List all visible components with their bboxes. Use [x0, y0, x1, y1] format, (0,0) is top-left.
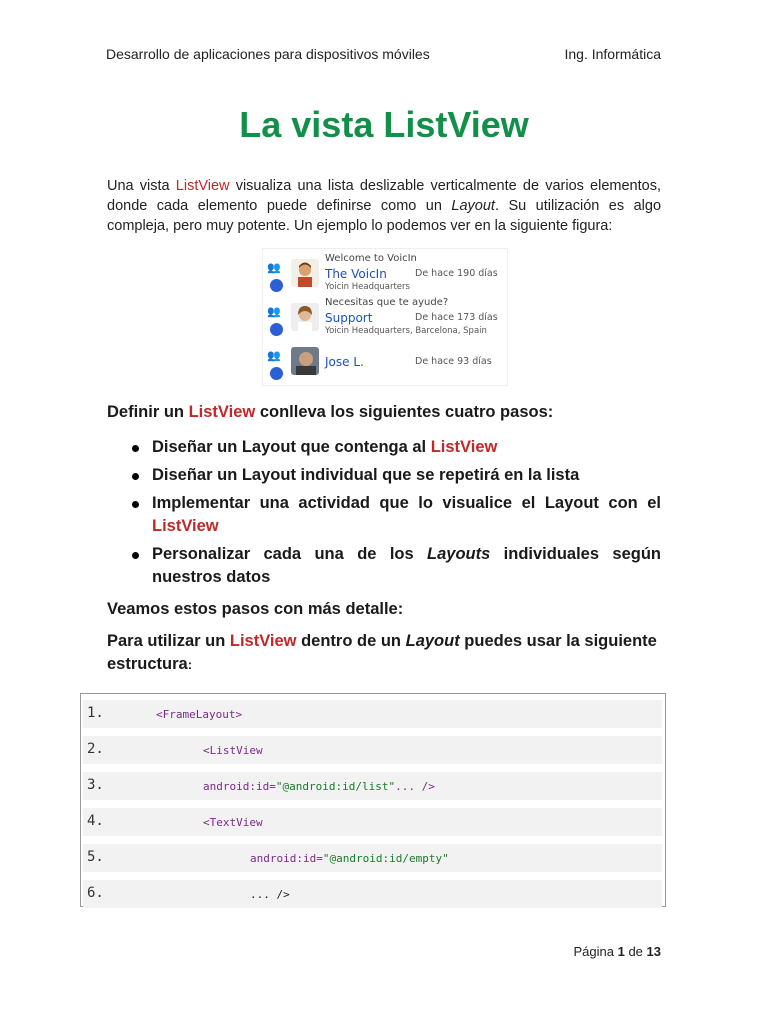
- steps-intro: [107, 401, 661, 424]
- usage-paragraph: [107, 630, 661, 676]
- step-4-text-2: individuales según nuestros datos: [152, 545, 661, 586]
- footer-of: de: [624, 944, 647, 959]
- code-string: "@android:id/list": [275, 780, 396, 793]
- intro-text-1: Una vista: [107, 178, 176, 194]
- avatar-image: [291, 303, 319, 331]
- footer-page-total: 13: [646, 944, 661, 959]
- figure-item-age: De hace 93 días: [415, 356, 492, 367]
- line-number: 1.: [87, 705, 104, 721]
- list-item: [107, 436, 661, 459]
- code-line: [83, 808, 662, 836]
- status-dot-icon: [270, 367, 283, 380]
- figure-item-location: Yoicin Headquarters, Barcelona, Spain: [325, 326, 487, 336]
- intro-listview-term: ListView: [175, 178, 230, 194]
- code-attribute: android:id=: [250, 852, 323, 865]
- usage-listview-term: ListView: [229, 632, 297, 650]
- figure-list-item: [263, 251, 507, 296]
- usage-colon: :: [187, 657, 193, 672]
- intro-text-3: . Su utilización es algo compleja, pero muy potente. Un ejemplo lo podemos ver en la siguiente figura:: [107, 198, 662, 234]
- listview-example-figure: [262, 248, 508, 386]
- step-4-layouts-term: Layouts: [427, 545, 491, 563]
- contacts-icon: 👥: [267, 349, 281, 362]
- steps-intro-text-1: Definir un: [107, 403, 189, 421]
- intro-paragraph: [107, 176, 661, 236]
- figure-item-name: The VoicIn: [325, 267, 387, 281]
- usage-text-1: Para utilizar un: [107, 632, 230, 650]
- contacts-icon: 👥: [267, 261, 281, 274]
- code-string: "@android:id/empty": [322, 852, 449, 865]
- step-3-text: Implementar una actividad que lo visualice el Layout con el: [152, 494, 661, 512]
- usage-text-2: dentro de un: [296, 632, 406, 650]
- steps-intro-text-2: conlleva los siguientes cuatro pasos:: [255, 403, 554, 421]
- code-line: [83, 736, 662, 764]
- code-rest: ... />: [395, 780, 435, 793]
- list-item: [107, 543, 661, 589]
- page-title: La vista ListView: [239, 104, 529, 145]
- footer-label: Página: [573, 944, 618, 959]
- line-number: 3.: [87, 777, 104, 793]
- code-line: [83, 880, 662, 908]
- page-footer: [574, 944, 661, 959]
- header-course-title: Desarrollo de aplicaciones para dispositivos móviles: [106, 46, 430, 62]
- steps-intro-listview-term: ListView: [188, 403, 256, 421]
- avatar-image: [291, 259, 319, 287]
- intro-layout-term: Layout: [451, 198, 495, 214]
- figure-item-name: Support: [325, 311, 373, 325]
- figure-item-message: Necesitas que te ayude?: [325, 297, 449, 308]
- line-number: 5.: [87, 849, 104, 865]
- avatar-image: [291, 347, 319, 375]
- detail-heading: Veamos estos pasos con más detalle:: [107, 600, 404, 618]
- steps-list: [107, 436, 661, 594]
- header-degree: Ing. Informática: [564, 46, 661, 62]
- step-2-text: Diseñar un Layout individual que se repetirá en la lista: [152, 466, 580, 484]
- figure-list-item: [263, 295, 507, 340]
- code-line: [83, 844, 662, 872]
- code-text: <FrameLayout>: [156, 708, 243, 721]
- line-number: 4.: [87, 813, 104, 829]
- step-3-listview-term: ListView: [152, 517, 219, 535]
- footer-page-number: 1: [617, 944, 625, 959]
- code-text: [250, 852, 449, 865]
- figure-item-name: Jose L.: [325, 355, 364, 369]
- bullet-icon: [132, 445, 139, 452]
- step-1-listview-term: ListView: [430, 438, 498, 456]
- line-number: 2.: [87, 741, 104, 757]
- list-item: [107, 492, 661, 538]
- code-attribute: android:id=: [203, 780, 276, 793]
- code-text: [203, 780, 435, 793]
- bullet-icon: [132, 501, 139, 508]
- figure-item-message: Welcome to VoicIn: [325, 253, 417, 264]
- usage-layout-term: Layout: [405, 632, 460, 650]
- bullet-icon: [132, 552, 139, 559]
- figure-item-location: Yoicin Headquarters: [325, 282, 410, 292]
- status-dot-icon: [270, 323, 283, 336]
- code-block: [80, 693, 666, 907]
- step-4-text-1: Personalizar cada una de los: [152, 545, 428, 563]
- code-text: <TextView: [203, 816, 263, 829]
- status-dot-icon: [270, 279, 283, 292]
- code-line: [83, 772, 662, 800]
- code-text: ... />: [250, 888, 290, 901]
- figure-item-age: De hace 173 días: [415, 312, 498, 323]
- step-1-text: Diseñar un Layout que contenga al: [152, 438, 431, 456]
- code-line: [83, 700, 662, 728]
- contacts-icon: 👥: [267, 305, 281, 318]
- usage-text-3: puedes usar la siguiente estructura: [107, 632, 657, 673]
- bullet-icon: [132, 473, 139, 480]
- code-text: <ListView: [203, 744, 263, 757]
- figure-item-age: De hace 190 días: [415, 268, 498, 279]
- figure-list-item: [263, 339, 507, 384]
- list-item: [107, 464, 661, 487]
- intro-text-2: visualiza una lista deslizable verticalmente de varios elementos, donde cada elemento puede definirse como un: [107, 178, 661, 214]
- line-number: 6.: [87, 885, 104, 901]
